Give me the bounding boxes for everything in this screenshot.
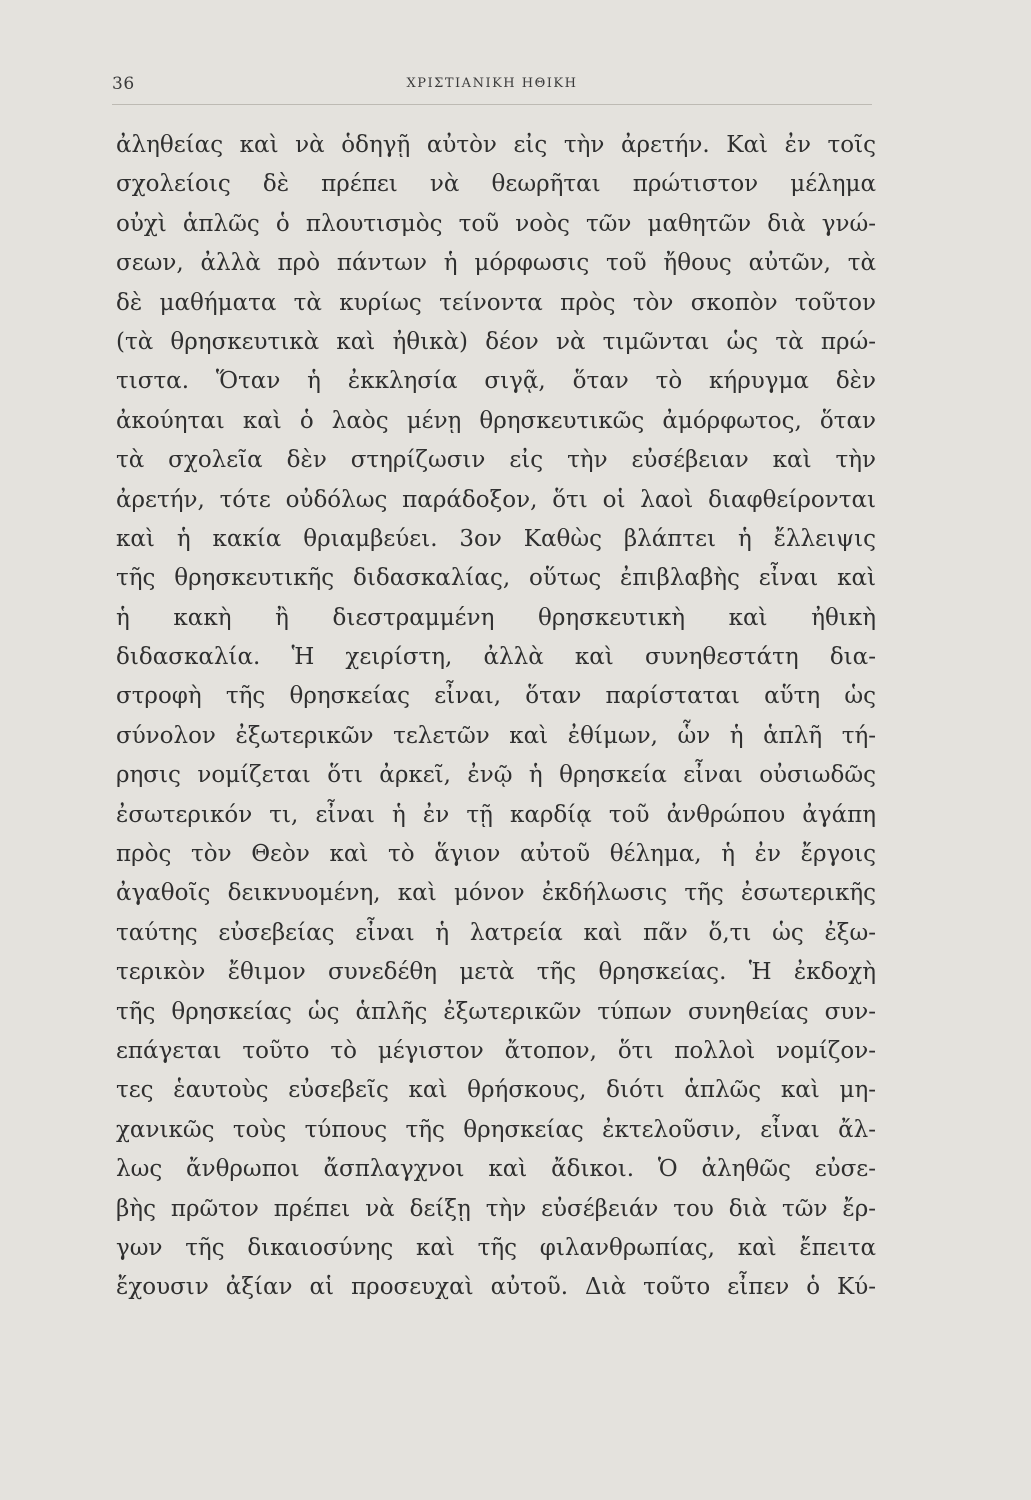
text-line: τερικὸν ἔθιμον συνεδέθη μετὰ τῆς θρησκείας. Ἡ ἐκδοχὴ: [116, 959, 876, 986]
text-line: ἀληθείας καὶ νὰ ὁδηγῇ αὐτὸν εἰς τὴν ἀρετήν. Καὶ ἐν τοῖς: [116, 132, 876, 158]
text-line: τες ἑαυτοὺς εὐσεβεῖς καὶ θρήσκους, διότι ἁπλῶς καὶ μη-: [116, 1077, 876, 1104]
text-line: ρησις νομίζεται ὅτι ἀρκεῖ, ἐνῷ ἡ θρησκεία εἶναι οὐσιωδῶς: [116, 762, 876, 789]
text-line: τῆς θρησκευτικῆς διδασκαλίας, οὕτως ἐπιβλαβὴς εἶναι καὶ: [116, 565, 876, 592]
header-rule: [112, 104, 872, 105]
text-line: ἀρετήν, τότε οὐδόλως παράδοξον, ὅτι οἱ λαοὶ διαφθείρονται: [116, 486, 876, 513]
text-line: τὰ σχολεῖα δὲν στηρίζωσιν εἰς τὴν εὐσέβειαν καὶ τὴν: [116, 447, 876, 474]
text-line: ἡ κακὴ ἢ διεστραμμένη θρησκευτικὴ καὶ ἠθικὴ: [116, 604, 876, 631]
text-line: βὴς πρῶτον πρέπει νὰ δείξῃ τὴν εὐσέβειάν του διὰ τῶν ἔρ-: [116, 1195, 876, 1222]
page-header: [112, 74, 872, 104]
body-text: [116, 126, 876, 1308]
text-line: σχολείοις δὲ πρέπει νὰ θεωρῆται πρώτιστον μέλημα: [116, 171, 876, 198]
text-line: τῆς θρησκείας ὡς ἁπλῆς ἐξωτερικῶν τύπων συνηθείας συν-: [116, 998, 876, 1025]
text-line: ταύτης εὐσεβείας εἶναι ἡ λατρεία καὶ πᾶν ὅ,τι ὡς ἐξω-: [116, 919, 876, 946]
text-line: σύνολον ἐξωτερικῶν τελετῶν καὶ ἐθίμων, ὧν ἡ ἁπλῆ τή-: [116, 722, 876, 749]
text-line: λως ἄνθρωποι ἄσπλαγχνοι καὶ ἄδικοι. Ὁ ἀληθῶς εὐσε-: [116, 1156, 876, 1183]
text-line: διδασκαλία. Ἡ χειρίστη, ἀλλὰ καὶ συνηθεστάτη δια-: [116, 644, 876, 671]
text-line: καὶ ἡ κακία θριαμβεύει. 3ον Καθὼς βλάπτει ἡ ἔλλειψις: [116, 525, 876, 552]
page-number: 36: [112, 74, 135, 94]
text-line: επάγεται τοῦτο τὸ μέγιστον ἄτοπον, ὅτι πολλοὶ νομίζον-: [116, 1037, 876, 1064]
text-line: ἀκούηται καὶ ὁ λαὸς μένῃ θρησκευτικῶς ἀμόρφωτος, ὅταν: [116, 407, 876, 434]
text-line: ἀγαθοῖς δεικνυομένη, καὶ μόνον ἐκδήλωσις τῆς ἐσωτερικῆς: [116, 880, 876, 907]
text-line: ἔχουσιν ἀξίαν αἱ προσευχαὶ αὐτοῦ. Διὰ τοῦτο εἶπεν ὁ Κύ-: [116, 1274, 876, 1301]
text-line: πρὸς τὸν Θεὸν καὶ τὸ ἅγιον αὐτοῦ θέλημα, ἡ ἐν ἔργοις: [116, 841, 876, 868]
text-line: στροφὴ τῆς θρησκείας εἶναι, ὅταν παρίσταται αὕτη ὡς: [116, 683, 876, 710]
text-line: δὲ μαθήματα τὰ κυρίως τείνοντα πρὸς τὸν σκοπὸν τοῦτον: [116, 289, 876, 316]
text-line: ἐσωτερικόν τι, εἶναι ἡ ἐν τῇ καρδίᾳ τοῦ ἀνθρώπου ἀγάπη: [116, 801, 876, 828]
running-title: ΧΡΙΣΤΙΑΝΙΚΗ ΗΘΙΚΗ: [406, 76, 578, 91]
text-line: γων τῆς δικαιοσύνης καὶ τῆς φιλανθρωπίας, καὶ ἔπειτα: [116, 1234, 876, 1261]
text-line: χανικῶς τοὺς τύπους τῆς θρησκείας ἐκτελοῦσιν, εἶναι ἄλ-: [116, 1116, 876, 1143]
text-line: τιστα. Ὅταν ἡ ἐκκλησία σιγᾷ, ὅταν τὸ κήρυγμα δὲν: [116, 368, 876, 395]
text-line: οὐχὶ ἁπλῶς ὁ πλουτισμὸς τοῦ νοὸς τῶν μαθητῶν διὰ γνώ-: [116, 210, 876, 237]
text-line: (τὰ θρησκευτικὰ καὶ ἠθικὰ) δέον νὰ τιμῶνται ὡς τὰ πρώ-: [116, 328, 876, 355]
text-line: σεων, ἀλλὰ πρὸ πάντων ἡ μόρφωσις τοῦ ἤθους αὐτῶν, τὰ: [116, 250, 876, 277]
